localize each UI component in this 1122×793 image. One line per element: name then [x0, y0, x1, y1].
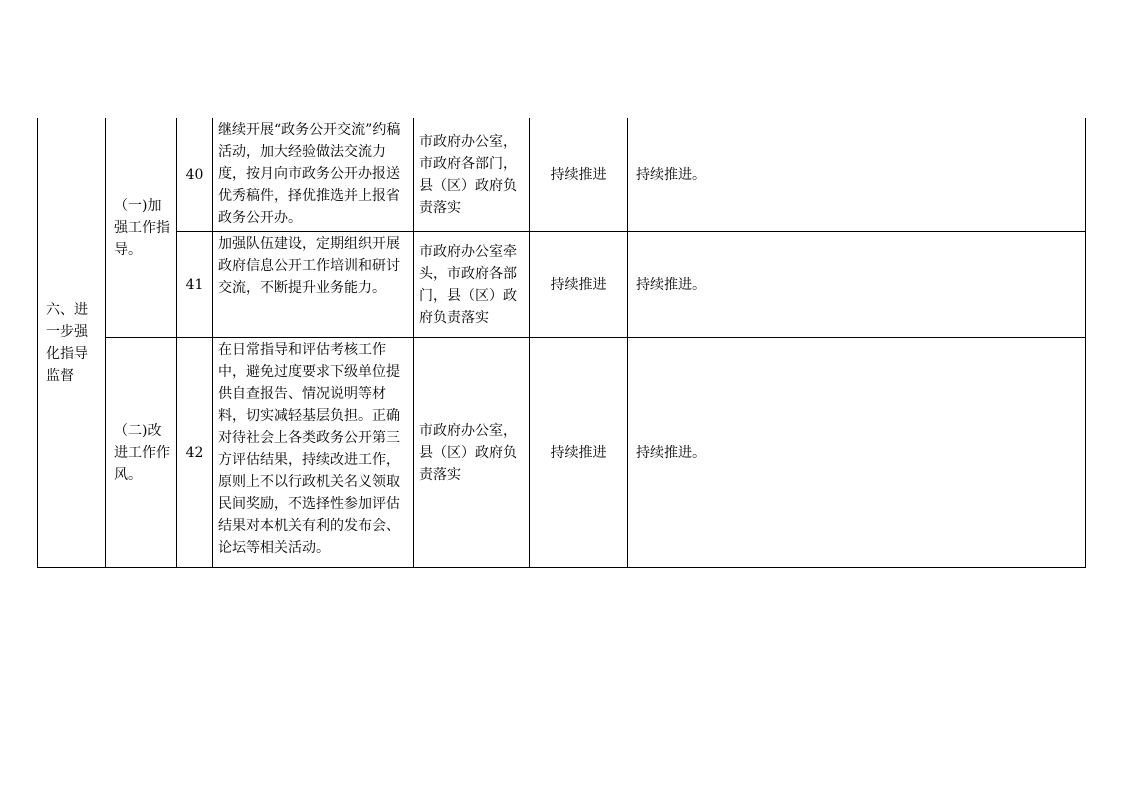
progress-cell: 持续推进。 — [628, 232, 1086, 338]
task-table — [37, 118, 1086, 568]
responsible-unit-cell: 市政府办公室，县（区）政府负责落实 — [414, 338, 530, 568]
measure-cell: 在日常指导和评估考核工作中，避免过度要求下级单位提供自查报告、情况说明等材料，切实减轻基层负担。正确对待社会上各类政务公开第三方评估结果，持续改进工作，原则上不以行政机关名义领取民间奖励，不选择性参加评估结果对本机关有利的发布会、论坛等相关活动。 — [213, 338, 414, 568]
responsible-unit-cell: 市政府办公室牵头，市政府各部门，县（区）政府负责落实 — [414, 232, 530, 338]
deadline-cell: 持续推进 — [530, 232, 628, 338]
measure-cell: 继续开展“政务公开交流”约稿活动，加大经验做法交流力度，按月向市政务公开办报送优秀稿件，择优推选并上报省政务公开办。 — [213, 118, 414, 232]
progress-cell: 持续推进。 — [628, 338, 1086, 568]
subcategory-cell: （一)加强工作指导。 — [106, 118, 177, 338]
measure-cell: 加强队伍建设，定期组织开展政府信息公开工作培训和研讨交流，不断提升业务能力。 — [213, 232, 414, 338]
category-cell: 六、进一步强化指导监督 — [38, 118, 106, 568]
subcategory-cell: （二)改进工作作风。 — [106, 338, 177, 568]
responsible-unit-cell: 市政府办公室，市政府各部门，县（区）政府负责落实 — [414, 118, 530, 232]
progress-cell: 持续推进。 — [628, 118, 1086, 232]
table-row — [38, 338, 1086, 568]
item-number: 41 — [177, 232, 213, 338]
deadline-cell: 持续推进 — [530, 338, 628, 568]
table-row — [38, 232, 1086, 338]
item-number: 40 — [177, 118, 213, 232]
table-row — [38, 118, 1086, 232]
deadline-cell: 持续推进 — [530, 118, 628, 232]
item-number: 42 — [177, 338, 213, 568]
